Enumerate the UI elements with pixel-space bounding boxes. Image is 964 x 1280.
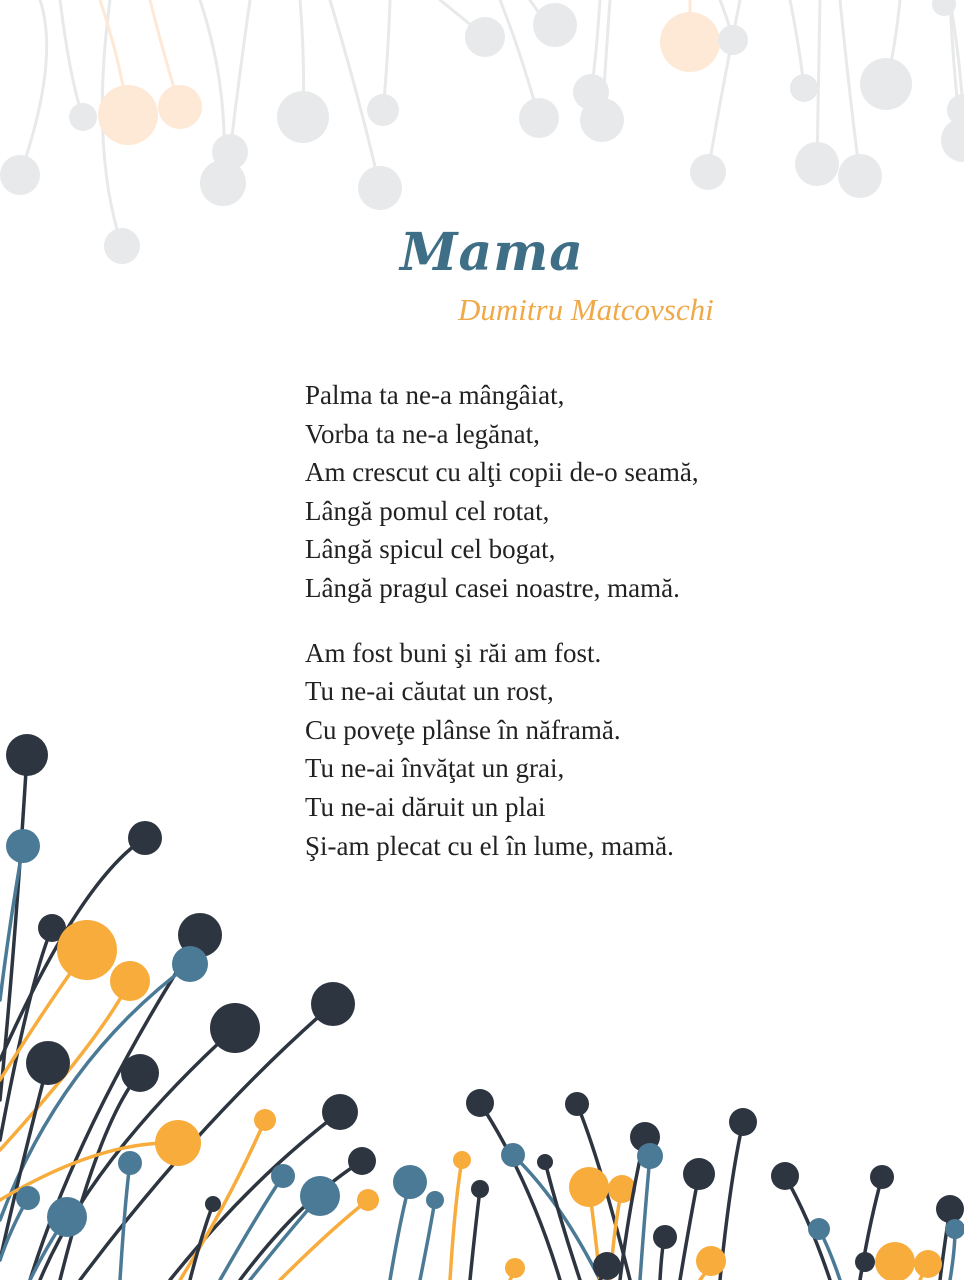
flower-stem	[680, 1174, 699, 1280]
flower-head	[466, 1089, 494, 1117]
flower-stem	[480, 1103, 560, 1280]
flower-stem	[840, 0, 860, 176]
flower-head	[69, 103, 97, 131]
flower-stem	[470, 1189, 480, 1280]
flower-head	[860, 58, 912, 110]
poem-line: Am fost buni şi răi am fost.	[305, 637, 602, 668]
flower-head	[653, 1225, 677, 1249]
flower-head	[790, 74, 818, 102]
flower-stem	[383, 0, 390, 110]
flower-head	[771, 1162, 799, 1190]
poem-line: Palma ta ne-a mângâiat,	[305, 380, 565, 410]
flower-head	[277, 91, 329, 143]
flower-stem	[120, 1163, 130, 1280]
flower-stem	[817, 0, 820, 164]
flower-head	[57, 920, 117, 980]
poem-line: Lângă pomul cel rotat,	[305, 495, 550, 526]
flower-head	[158, 85, 202, 129]
flower-head	[637, 1143, 663, 1169]
flower-head	[453, 1151, 471, 1169]
poem-author: Dumitru Matcovschi	[458, 292, 714, 327]
flower-head	[26, 1041, 70, 1085]
flower-head	[519, 98, 559, 138]
flower-head	[16, 1186, 40, 1210]
flower-head	[941, 118, 964, 162]
poem-line: Cu poveţe plânse în năframă.	[305, 714, 621, 745]
flower-stem	[20, 0, 47, 175]
flower-head	[569, 1167, 609, 1207]
flower-head	[155, 1120, 201, 1166]
flower-head	[358, 166, 402, 210]
flower-head	[0, 155, 40, 195]
flower-head	[505, 1258, 525, 1278]
flower-head	[311, 982, 355, 1026]
flower-head	[205, 1196, 221, 1212]
flower-head	[348, 1147, 376, 1175]
poem-body	[305, 376, 865, 891]
flower-head	[533, 3, 577, 47]
flower-head	[210, 1003, 260, 1053]
flower-head	[501, 1143, 525, 1167]
flower-head	[172, 946, 208, 982]
flower-head	[393, 1165, 427, 1199]
flower-head	[855, 1252, 875, 1272]
flower-head	[271, 1164, 295, 1188]
flower-head	[936, 1195, 964, 1223]
poem-line: Am crescut cu alţi copii de-o seamă,	[305, 457, 699, 488]
flower-head	[118, 1151, 142, 1175]
poem-line: Tu ne-ai învăţat un grai,	[305, 753, 565, 784]
flower-head	[690, 154, 726, 190]
poem-line: Vorba ta ne-a legănat,	[305, 418, 540, 449]
flower-head	[875, 1242, 915, 1280]
flower-stem	[450, 1160, 462, 1280]
flower-head	[696, 1246, 726, 1276]
flower-head	[580, 98, 624, 142]
flower-head	[47, 1197, 87, 1237]
poem-title: Mama	[400, 222, 584, 283]
flower-head	[565, 1092, 589, 1116]
flower-stem	[190, 1204, 213, 1280]
flower-head	[6, 829, 40, 863]
flower-head	[537, 1154, 553, 1170]
flower-head	[254, 1109, 276, 1131]
stanza-1	[305, 376, 865, 608]
flower-head	[104, 228, 140, 264]
flower-head	[660, 12, 720, 72]
flower-stem	[330, 0, 380, 188]
flower-head	[357, 1189, 379, 1211]
poem-line: Lângă spicul cel bogat,	[305, 534, 556, 565]
flower-head	[683, 1158, 715, 1190]
flower-head	[212, 134, 248, 170]
flower-stem	[0, 1063, 48, 1260]
flower-head	[838, 154, 882, 198]
flower-head	[426, 1191, 444, 1209]
flower-head	[6, 734, 48, 776]
poem-line: Tu ne-ai dăruit un plai	[305, 791, 546, 822]
flower-head	[729, 1108, 757, 1136]
poem-line: Şi-am plecat cu el în lume, mamă.	[305, 830, 674, 861]
flower-head	[471, 1180, 489, 1198]
flower-stem	[420, 1200, 435, 1280]
flower-head	[322, 1094, 358, 1130]
flower-head	[914, 1250, 942, 1278]
flower-head	[98, 85, 158, 145]
flower-head	[808, 1218, 830, 1240]
flower-head	[367, 94, 399, 126]
flower-head	[795, 142, 839, 186]
flower-head	[870, 1165, 894, 1189]
flower-head	[121, 1054, 159, 1092]
poem-line: Lângă pragul casei noastre, mamă.	[305, 572, 680, 603]
flower-stem	[230, 0, 250, 152]
flower-stem	[60, 0, 83, 117]
flower-stem	[640, 1156, 650, 1280]
poem-line: Tu ne-ai căutat un rost,	[305, 676, 554, 707]
flower-head	[300, 1176, 340, 1216]
flower-head	[128, 821, 162, 855]
flower-head	[110, 961, 150, 1001]
flower-head	[465, 17, 505, 57]
stanza-2	[305, 634, 865, 866]
flower-head	[593, 1252, 621, 1280]
